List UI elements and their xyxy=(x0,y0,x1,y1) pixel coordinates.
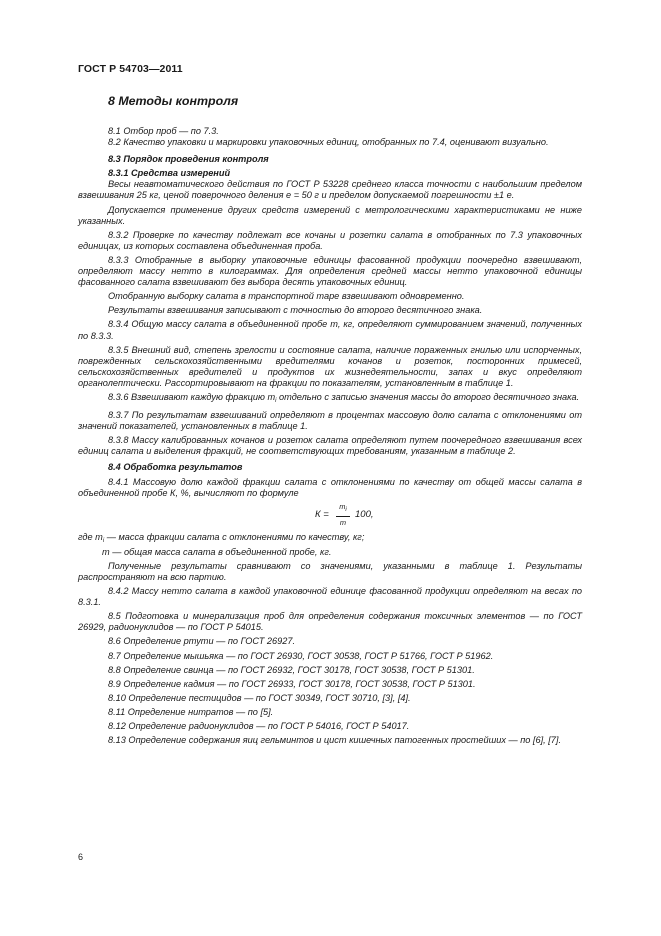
heading-8-3: 8.3 Порядок проведения контроля xyxy=(108,154,269,165)
heading-8-3-1: 8.3.1 Средства измерений xyxy=(108,168,231,179)
paragraph-8-3-4: 8.3.4 Общую массу салата в объединенной пробе m, кг, определяют суммированием значений, полученных по 8.3.3. xyxy=(78,319,582,341)
paragraph-8-2: 8.2 Качество упаковки и маркировки упаковочных единиц, отобранных по 7.4, оценивают визуально. xyxy=(108,137,549,148)
paragraph-8-3-6-part-b: отдельно с записью значения массы до второго десятичного знака. xyxy=(276,391,580,402)
formula-numerator-sub: i xyxy=(345,506,347,513)
document-code-header: ГОСТ Р 54703—2011 xyxy=(78,63,183,75)
paragraph-8-8: 8.8 Определение свинца — по ГОСТ 26932, ГОСТ 30178, ГОСТ 30538, ГОСТ Р 51301. xyxy=(108,664,475,675)
paragraph-8-4-2: 8.4.2 Массу нетто салата в каждой упаковочной единице фасованной продукции определяют на весах по 8.3.1. xyxy=(78,586,582,608)
formula-k xyxy=(78,501,582,529)
paragraph-8-10: 8.10 Определение пестицидов — по ГОСТ 30349, ГОСТ 30710, [3], [4]. xyxy=(108,692,411,703)
paragraph-8-12: 8.12 Определение радионуклидов — по ГОСТ Р 54016, ГОСТ Р 54017. xyxy=(108,721,410,732)
paragraph-8-9: 8.9 Определение кадмия — по ГОСТ 26933, ГОСТ 30178, ГОСТ 30538, ГОСТ Р 51301. xyxy=(108,678,476,689)
heading-8-4: 8.4 Обработка результатов xyxy=(108,462,243,473)
where-subscript-i: i xyxy=(102,537,105,544)
paragraph-8-13: 8.13 Определение содержания яиц гельминтов и цист кишечных патогенных простейших — по [6], [7]. xyxy=(108,735,562,746)
paragraph-8-4-1b: Полученные результаты сравнивают со значениями, указанными в таблице 1. Результаты распространяют на всю партию. xyxy=(78,560,582,582)
formula-denominator: m xyxy=(339,517,347,527)
paragraph-8-3-6 xyxy=(78,392,582,407)
subscript-i: i xyxy=(275,397,277,404)
paragraph-8-11: 8.11 Определение нитратов — по [5]. xyxy=(108,706,274,717)
paragraph-8-3-6-part-a: 8.3.6 Взвешивают каждую фракцию m xyxy=(108,391,276,402)
where-line-1-a: где m xyxy=(78,531,103,542)
paragraph-8-3-7: 8.3.7 По результатам взвешиваний определяют в процентах массовую долю салата с отклонениями от значений показателей, установленных в таблице 1. xyxy=(78,410,582,432)
formula-rhs: 100, xyxy=(355,508,374,520)
document-body xyxy=(78,93,582,746)
formula-fraction xyxy=(336,502,350,527)
paragraph-8-1: 8.1 Отбор проб — по 7.3. xyxy=(108,126,219,136)
where-line-1 xyxy=(78,532,582,547)
fraction-bar xyxy=(336,516,350,517)
paragraph-8-3-3a: 8.3.3 Отобранные в выборку упаковочные единицы фасованной продукции поочередно взвешивают, определяют массу нетто в килограммах. Для определения средней массы нетто упаковочной единицы фасованного салата взвешивают без выбора десять упаковочных единиц. xyxy=(78,254,582,288)
section-title: 8 Методы контроля xyxy=(108,94,239,108)
formula-lhs: К = xyxy=(315,508,329,520)
paragraph-8-7: 8.7 Определение мышьяка — по ГОСТ 26930, ГОСТ 30538, ГОСТ Р 51766, ГОСТ Р 51962. xyxy=(108,650,494,661)
formula-numerator-m: m xyxy=(339,501,346,511)
paragraph-8-3-3c: Результаты взвешивания записывают с точностью до второго десятичного знака. xyxy=(108,305,483,316)
paragraph-8-3-1a: Весы неавтоматического действия по ГОСТ Р 53228 среднего класса точности с наибольшим пределом взвешивания 25 кг, ценой поверочного деления е = 50 г и пределом допускаемой погрешности ±1 е. xyxy=(78,179,582,201)
paragraph-8-4-1: 8.4.1 Массовую долю каждой фракции салата с отклонениями по качеству от общей массы салата в объединенной пробе К, %, вычисляют по формуле xyxy=(78,476,582,498)
paragraph-8-3-3b: Отобранную выборку салата в транспортной таре взвешивают одновременно. xyxy=(108,291,465,302)
paragraph-8-3-2: 8.3.2 Проверке по качеству подлежат все кочаны и розетки салата в отобранных по 7.3 упаковочных единицах, из которых составлена объединенная проба. xyxy=(78,229,582,251)
paragraph-8-6: 8.6 Определение ртути — по ГОСТ 26927. xyxy=(108,636,296,647)
paragraph-8-3-1b: Допускается применение других средств измерений с метрологическими характеристиками не ниже указанных. xyxy=(78,204,582,226)
paragraph-8-5: 8.5 Подготовка и минерализация проб для определения содержания токсичных элементов — по ГОСТ 26929, радионуклидов — по ГОСТ Р 54015. xyxy=(78,611,582,633)
where-line-2: m — общая масса салата в объединенной пробе, кг. xyxy=(102,546,332,557)
paragraph-8-3-5: 8.3.5 Внешний вид, степень зрелости и состояние салата, наличие пораженных гнилью или испорченных, поврежденных сельскохозяйственными вредителями кочанов и розеток, посторонних примесей, сельскохозяйственных вредителей и продуктов их жизнедеятельности, запах и вкус определяют органолептически. Рассортировывают на фракции по показателям, установленным в таблице 1. xyxy=(78,344,582,388)
paragraph-8-3-8: 8.3.8 Массу калиброванных кочанов и розеток салата определяют путем поочередного взвешивания всех единиц салата и выделения фракций, не соответствующих требованиям, указанным в таблице 2. xyxy=(78,435,582,457)
page-number: 6 xyxy=(78,852,84,862)
formula-numerator xyxy=(336,502,350,515)
where-line-1-b: — масса фракции салата с отклонениями по качеству, кг; xyxy=(104,531,365,542)
